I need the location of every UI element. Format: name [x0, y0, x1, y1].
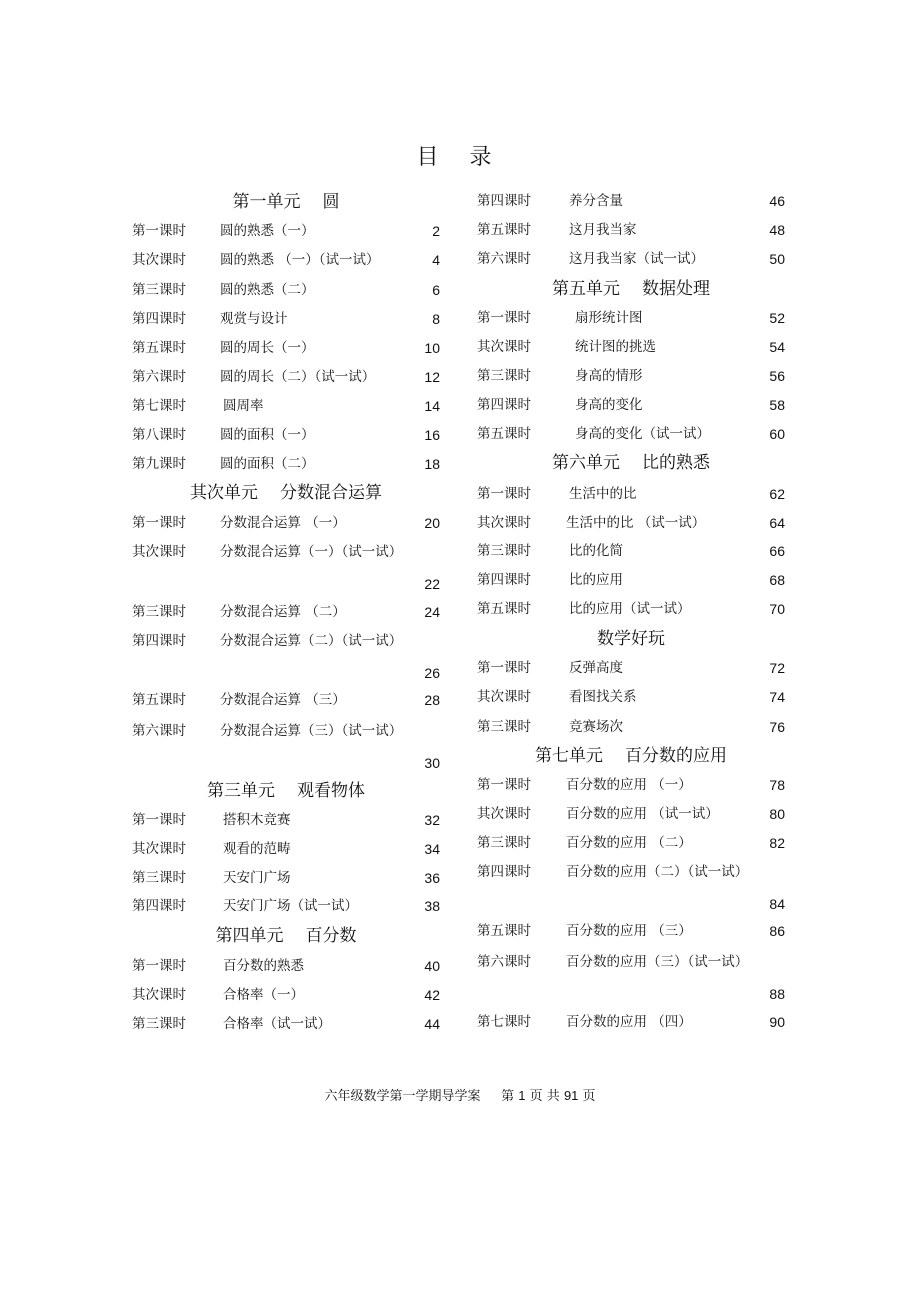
footer-page-prefix: 第	[501, 1089, 515, 1104]
lesson-label: 第一课时	[132, 223, 186, 239]
unit-name: 第六单元	[552, 453, 620, 473]
page-number: 2	[432, 223, 440, 239]
lesson-label: 第三课时	[477, 543, 531, 559]
page-number: 56	[769, 368, 785, 384]
toc-entry[interactable]	[132, 453, 440, 475]
lesson-topic: 天安门广场	[223, 870, 291, 886]
unit-heading-5	[477, 277, 785, 301]
lesson-topic: 分数混合运算（三）（试一试）	[220, 723, 403, 739]
page-number: 32	[424, 812, 440, 828]
toc-entry[interactable]	[132, 249, 440, 271]
lesson-label: 第四课时	[132, 898, 186, 914]
page-number: 62	[769, 486, 785, 502]
lesson-topic: 观看的范畴	[223, 841, 291, 857]
toc-entry[interactable]	[477, 190, 785, 212]
page-number: 72	[769, 660, 785, 676]
toc-entry[interactable]	[477, 248, 785, 270]
lesson-topic: 身高的变化	[575, 397, 643, 413]
lesson-topic: 身高的变化（试一试）	[575, 426, 710, 442]
toc-entry[interactable]	[132, 512, 440, 534]
lesson-label: 第一课时	[477, 486, 531, 502]
page-number: 46	[769, 193, 785, 209]
section-heading-fun	[477, 627, 785, 651]
lesson-topic: 圆周率	[223, 398, 264, 414]
lesson-label: 第一课时	[477, 310, 531, 326]
footer-page-current: 1	[518, 1088, 526, 1103]
toc-entry[interactable]	[477, 803, 785, 825]
lesson-topic: 搭积木竞赛	[223, 812, 291, 828]
lesson-label: 第六课时	[132, 723, 186, 739]
footer-book-title: 六年级数学第一学期导学案	[324, 1089, 481, 1104]
lesson-topic: 分数混合运算 （三）	[220, 692, 346, 708]
page-number: 16	[424, 427, 440, 443]
page-number: 6	[432, 282, 440, 298]
page-number: 4	[432, 252, 440, 268]
toc-entry[interactable]	[132, 395, 440, 417]
toc-entry[interactable]	[477, 657, 785, 679]
lesson-label: 第三课时	[477, 719, 531, 735]
page-number: 36	[424, 870, 440, 886]
toc-entry[interactable]	[477, 598, 785, 620]
page-footer	[0, 1086, 920, 1107]
lesson-topic: 比的应用	[569, 572, 623, 588]
lesson-label: 第五课时	[477, 426, 531, 442]
toc-entry[interactable]	[477, 774, 785, 796]
toc-entry[interactable]	[132, 541, 440, 563]
toc-entry[interactable]	[477, 1011, 785, 1033]
lesson-label: 第五课时	[477, 222, 531, 238]
lesson-label: 第六课时	[477, 251, 531, 267]
lesson-topic: 分数混合运算（一）（试一试）	[220, 544, 403, 560]
lesson-topic: 圆的熟悉 （一）（试一试）	[220, 252, 380, 268]
lesson-label: 第六课时	[132, 369, 186, 385]
lesson-label: 第三课时	[477, 835, 531, 851]
toc-entry[interactable]	[132, 1013, 440, 1035]
toc-entry[interactable]	[477, 336, 785, 358]
toc-entry[interactable]	[477, 861, 785, 883]
toc-entry[interactable]	[477, 716, 785, 738]
toc-entry[interactable]	[477, 686, 785, 708]
page-number: 70	[769, 601, 785, 617]
page-number: 24	[424, 604, 440, 620]
unit-subject: 观看物体	[297, 781, 365, 801]
footer-page-suffix: 页	[582, 1089, 596, 1104]
lesson-label: 第五课时	[477, 923, 531, 939]
page-number: 22	[424, 576, 440, 592]
lesson-label: 第四课时	[477, 193, 531, 209]
lesson-topic: 圆的周长（一）	[220, 340, 315, 356]
toc-entry[interactable]	[132, 279, 440, 301]
lesson-label: 其次课时	[477, 339, 531, 355]
unit-heading-7	[477, 744, 785, 768]
page-number: 60	[769, 426, 785, 442]
lesson-topic: 合格率（试一试）	[223, 1016, 331, 1032]
lesson-topic: 比的应用（试一试）	[569, 601, 691, 617]
lesson-label: 其次课时	[132, 252, 186, 268]
lesson-topic: 分数混合运算（二）（试一试）	[220, 633, 403, 649]
toc-entry[interactable]	[477, 951, 785, 973]
lesson-label: 其次课时	[477, 515, 531, 531]
page-number: 38	[424, 898, 440, 914]
toc-entry[interactable]	[132, 366, 440, 388]
unit-name: 其次单元	[190, 483, 258, 503]
lesson-topic: 身高的情形	[575, 368, 643, 384]
lesson-label: 第一课时	[477, 660, 531, 676]
page-number: 64	[769, 515, 785, 531]
lesson-label: 其次课时	[132, 544, 186, 560]
page-number: 42	[424, 987, 440, 1003]
lesson-topic: 合格率（一）	[223, 987, 304, 1003]
page-number: 48	[769, 222, 785, 238]
toc-entry[interactable]	[132, 720, 440, 742]
lesson-topic: 这月我当家（试一试）	[569, 251, 704, 267]
page-number: 80	[769, 806, 785, 822]
page-number: 88	[769, 986, 785, 1002]
page-number: 54	[769, 339, 785, 355]
lesson-topic: 百分数的应用 （一）	[566, 777, 692, 793]
page-number: 50	[769, 251, 785, 267]
page-number: 82	[769, 835, 785, 851]
page-number: 44	[424, 1016, 440, 1032]
lesson-label: 第一课时	[132, 812, 186, 828]
toc-title: 目 录	[416, 145, 504, 170]
lesson-label: 第六课时	[477, 954, 531, 970]
unit-heading-3	[132, 779, 440, 803]
page-number: 30	[424, 755, 440, 771]
unit-name: 第一单元	[232, 192, 301, 212]
toc-entry[interactable]	[477, 920, 785, 942]
page-number: 34	[424, 841, 440, 857]
lesson-topic: 圆的熟悉（二）	[220, 282, 315, 298]
toc-entry[interactable]	[477, 307, 785, 329]
toc-entry[interactable]	[477, 219, 785, 241]
lesson-topic: 竞赛场次	[569, 719, 623, 735]
unit-name: 第四单元	[215, 926, 284, 946]
lesson-label: 第三课时	[132, 1016, 186, 1032]
page-number: 84	[769, 896, 785, 912]
toc-entry[interactable]	[132, 984, 440, 1006]
footer-page-total: 91	[563, 1088, 579, 1103]
lesson-topic: 这月我当家	[569, 222, 637, 238]
lesson-topic: 圆的熟悉（一）	[220, 223, 315, 239]
lesson-topic: 分数混合运算 （一）	[220, 515, 346, 531]
page-number: 12	[424, 369, 440, 385]
toc-entry[interactable]	[132, 867, 440, 889]
toc-entry[interactable]	[477, 832, 785, 854]
toc-entry[interactable]	[477, 365, 785, 387]
toc-entry[interactable]	[132, 308, 440, 330]
toc-entry[interactable]	[132, 220, 440, 242]
toc-entry[interactable]	[132, 689, 440, 711]
page-number: 18	[424, 456, 440, 472]
lesson-topic: 分数混合运算 （二）	[220, 604, 346, 620]
page-number: 76	[769, 719, 785, 735]
lesson-label: 第三课时	[132, 604, 186, 620]
lesson-label: 其次课时	[132, 841, 186, 857]
page-number: 68	[769, 572, 785, 588]
page-number: 78	[769, 777, 785, 793]
lesson-label: 第四课时	[477, 572, 531, 588]
lesson-label: 第三课时	[132, 870, 186, 886]
page-number: 20	[424, 515, 440, 531]
lesson-label: 第五课时	[132, 340, 186, 356]
lesson-label: 第一课时	[477, 777, 531, 793]
toc-entry[interactable]	[132, 337, 440, 359]
lesson-topic: 圆的面积（二）	[220, 456, 315, 472]
lesson-topic: 扇形统计图	[575, 310, 643, 326]
page-number: 8	[432, 311, 440, 327]
lesson-topic: 百分数的应用 （二）	[566, 835, 692, 851]
lesson-topic: 百分数的熟悉	[223, 958, 304, 974]
unit-name: 数学好玩	[597, 629, 665, 649]
lesson-label: 第一课时	[132, 958, 186, 974]
page-number: 90	[769, 1014, 785, 1030]
lesson-topic: 观赏与设计	[220, 311, 288, 327]
lesson-label: 第五课时	[132, 692, 186, 708]
lesson-topic: 生活中的比	[569, 486, 637, 502]
unit-heading-6	[477, 451, 785, 475]
toc-entry[interactable]	[477, 483, 785, 505]
unit-subject: 百分数	[305, 926, 357, 946]
lesson-topic: 看图找关系	[569, 689, 637, 705]
unit-heading-2	[132, 481, 440, 505]
page-number: 86	[769, 923, 785, 939]
toc-entry[interactable]	[132, 955, 440, 977]
toc-entry[interactable]	[477, 394, 785, 416]
page-number: 28	[424, 692, 440, 708]
lesson-topic: 比的化简	[569, 543, 623, 559]
lesson-topic: 百分数的应用（二）（试一试）	[566, 864, 749, 880]
lesson-label: 第四课时	[477, 864, 531, 880]
lesson-label: 第七课时	[132, 398, 186, 414]
page-number: 66	[769, 543, 785, 559]
lesson-label: 第三课时	[132, 282, 186, 298]
lesson-label: 其次课时	[132, 987, 186, 1003]
toc-entry[interactable]	[132, 601, 440, 623]
page-number: 52	[769, 310, 785, 326]
toc-entry[interactable]	[477, 569, 785, 591]
lesson-label: 第四课时	[477, 397, 531, 413]
lesson-label: 第七课时	[477, 1014, 531, 1030]
toc-entry[interactable]	[477, 540, 785, 562]
lesson-topic: 百分数的应用（三）（试一试）	[566, 954, 749, 970]
footer-page-mid: 页 共	[529, 1089, 560, 1104]
page-number: 40	[424, 958, 440, 974]
toc-entry[interactable]	[132, 838, 440, 860]
unit-name: 第三单元	[207, 781, 275, 801]
unit-subject: 分数混合运算	[280, 483, 382, 503]
lesson-topic: 百分数的应用 （试一试）	[566, 806, 719, 822]
lesson-label: 其次课时	[477, 689, 531, 705]
toc-entry[interactable]	[132, 895, 440, 917]
lesson-topic: 统计图的挑选	[575, 339, 656, 355]
unit-subject: 百分数的应用	[625, 746, 727, 766]
lesson-label: 第一课时	[132, 515, 186, 531]
toc-entry[interactable]	[132, 630, 440, 652]
toc-entry[interactable]	[477, 512, 785, 534]
lesson-topic: 天安门广场（试一试）	[223, 898, 358, 914]
page-number: 74	[769, 689, 785, 705]
unit-subject: 数据处理	[642, 279, 710, 299]
lesson-topic: 圆的面积（一）	[220, 427, 315, 443]
unit-subject: 圆	[322, 192, 340, 212]
lesson-label: 第五课时	[477, 601, 531, 617]
unit-heading-4	[132, 924, 440, 948]
unit-name: 第五单元	[552, 279, 620, 299]
lesson-label: 其次课时	[477, 806, 531, 822]
lesson-topic: 养分含量	[569, 193, 623, 209]
unit-heading-1	[132, 190, 440, 214]
lesson-topic: 生活中的比 （试一试）	[566, 515, 706, 531]
page-number: 26	[424, 665, 440, 681]
page-number: 14	[424, 398, 440, 414]
lesson-topic: 百分数的应用 （四）	[566, 1014, 692, 1030]
lesson-label: 第九课时	[132, 456, 186, 472]
lesson-topic: 反弹高度	[569, 660, 623, 676]
page-number: 58	[769, 397, 785, 413]
lesson-topic: 百分数的应用 （三）	[566, 923, 692, 939]
page-number: 10	[424, 340, 440, 356]
lesson-topic: 圆的周长（二）（试一试）	[220, 369, 376, 385]
unit-subject: 比的熟悉	[642, 453, 710, 473]
lesson-label: 第四课时	[132, 311, 186, 327]
lesson-label: 第八课时	[132, 427, 186, 443]
lesson-label: 第四课时	[132, 633, 186, 649]
lesson-label: 第三课时	[477, 368, 531, 384]
toc-entry[interactable]	[132, 424, 440, 446]
toc-entry[interactable]	[132, 809, 440, 831]
unit-name: 第七单元	[535, 746, 603, 766]
toc-entry[interactable]	[477, 423, 785, 445]
